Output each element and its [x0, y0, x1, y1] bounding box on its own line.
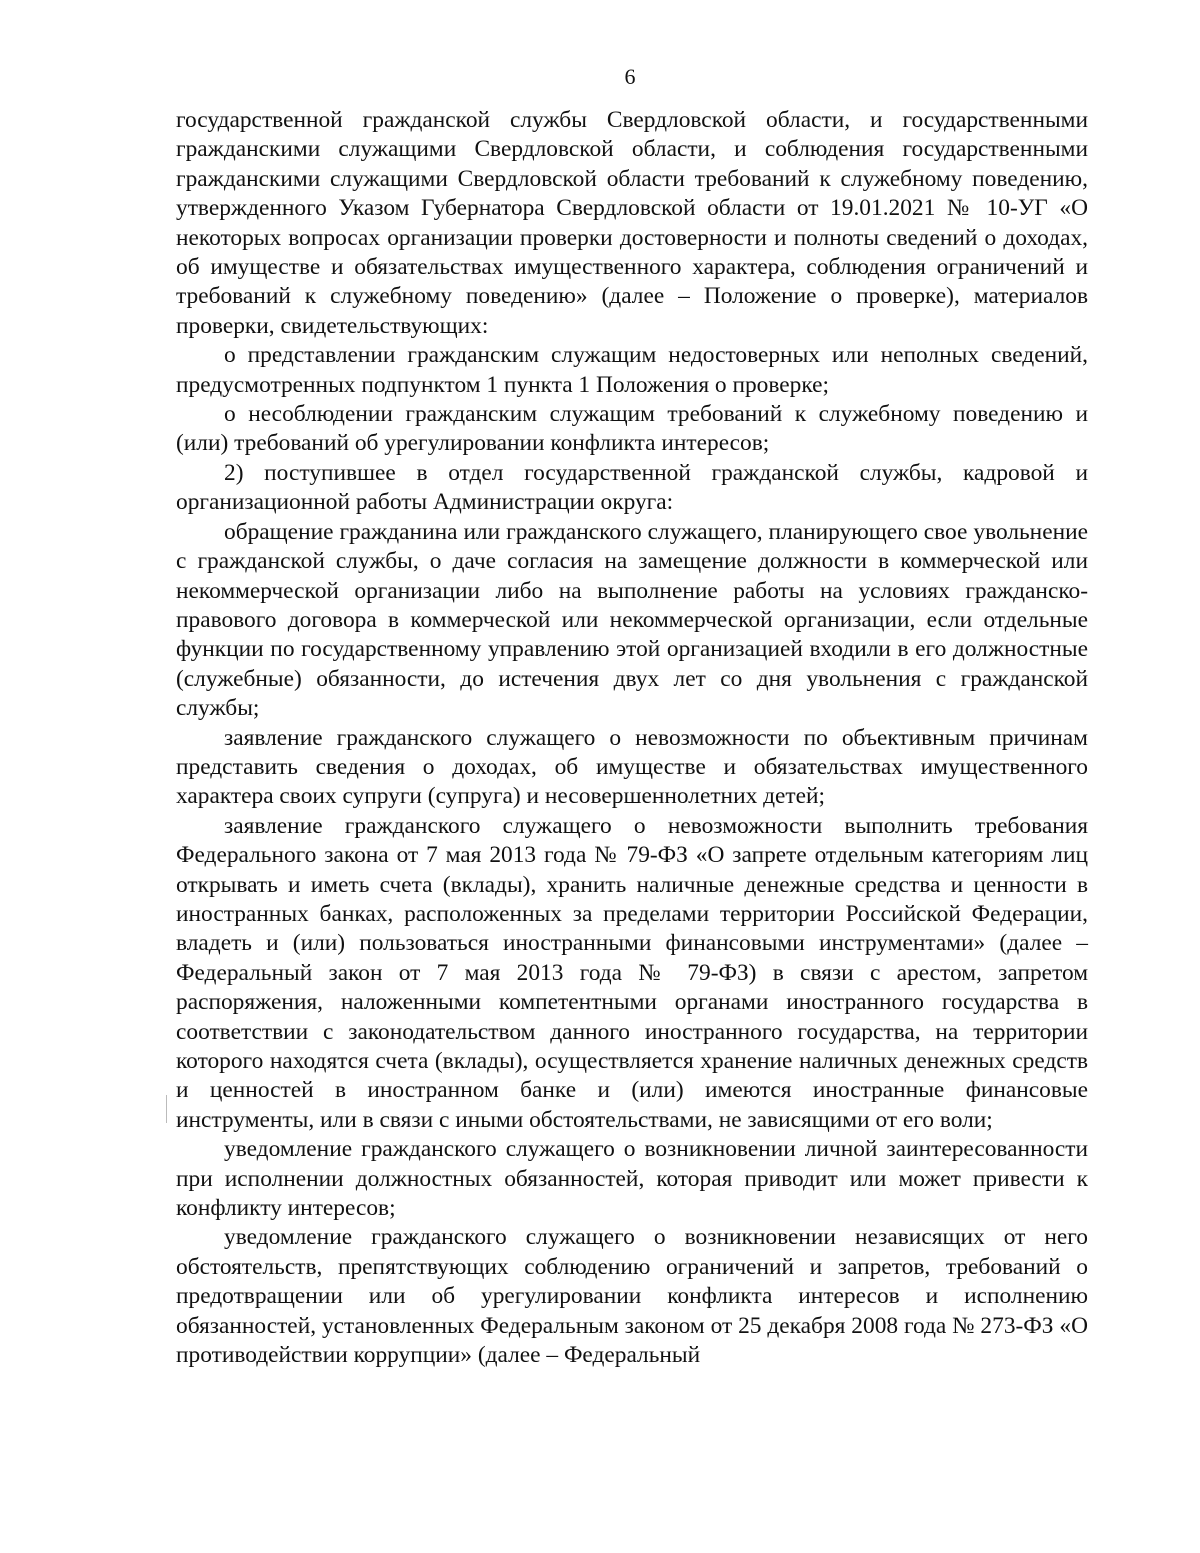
paragraph: заявление гражданского служащего о невозможности выполнить требования Федерального закона от 7 мая 2013 года № 79-ФЗ «О запрете отдельным категориям лиц открывать и иметь счета (вклады), хранить наличные денежные средства и ценности в иностранных банках, расположенных за пределами территории Российской Федерации, владеть и (или) пользоваться иностранными финансовыми инструментами» (далее – Федеральный закон от 7 мая 2013 года № 79-ФЗ) в связи с арестом, запретом распоряжения, наложенными компетентными органами иностранного государства в соответствии с законодательством данного иностранного государства, на территории которого находятся счета (вклады), осуществляется хранение наличных денежных средств и ценностей в иностранном банке и (или) имеются иностранные финансовые инструменты, или в связи с иными обстоятельствами, не зависящими от его воли;: [176, 812, 1088, 1133]
scan-margin-mark: [166, 1095, 167, 1123]
paragraph: государственной гражданской службы Свердловской области, и государственными гражданскими служащими Свердловской области, и соблюдения государственными гражданскими служащими Свердловской области требований к служебному поведению, утвержденного Указом Губернатора Свердловской области от 19.01.2021 № 10-УГ «О некоторых вопросах организации проверки достоверности и полноты сведений о доходах, об имуществе и обязательствах имущественного характера, соблюдения ограничений и требований к служебному поведению» (далее – Положение о проверке), материалов проверки, свидетельствующих:: [176, 107, 1088, 339]
paragraph: уведомление гражданского служащего о возникновении независящих от него обстоятельств, препятствующих соблюдению ограничений и запретов, требований о предотвращении или об урегулировании конфликта интересов и исполнению обязанностей, установленных Федеральным законом от 25 декабря 2008 года № 273-ФЗ «О противодействии коррупции» (далее – Федеральный: [176, 1224, 1088, 1369]
paragraph: заявление гражданского служащего о невозможности по объективным причинам представить сведения о доходах, об имуществе и обязательствах имущественного характера своих супруги (супруга) и несовершеннолетних детей;: [176, 724, 1088, 810]
paragraph: о представлении гражданским служащим недостоверных или неполных сведений, предусмотренных подпунктом 1 пункта 1 Положения о проверке;: [176, 342, 1088, 398]
paragraph: уведомление гражданского служащего о возникновении личной заинтересованности при исполнении должностных обязанностей, которая приводит или может привести к конфликту интересов;: [176, 1136, 1088, 1222]
paragraph: обращение гражданина или гражданского служащего, планирующего свое увольнение с гражданской службы, о даче согласия на замещение должности в коммерческой или некоммерческой организации либо на выполнение работы на условиях гражданско-правового договора в коммерческой или некоммерческой организации, если отдельные функции по государственному управлению этой организацией входили в его должностные (служебные) обязанности, до истечения двух лет со дня увольнения с гражданской службы;: [176, 518, 1088, 722]
paragraph: 2) поступившее в отдел государственной гражданской службы, кадровой и организационной работы Администрации округа:: [176, 459, 1088, 516]
page-number: 6: [624, 64, 636, 89]
paragraph: о несоблюдении гражданским служащим требований к служебному поведению и (или) требований об урегулировании конфликта интересов;: [176, 401, 1088, 457]
document-body: [176, 106, 1088, 1370]
